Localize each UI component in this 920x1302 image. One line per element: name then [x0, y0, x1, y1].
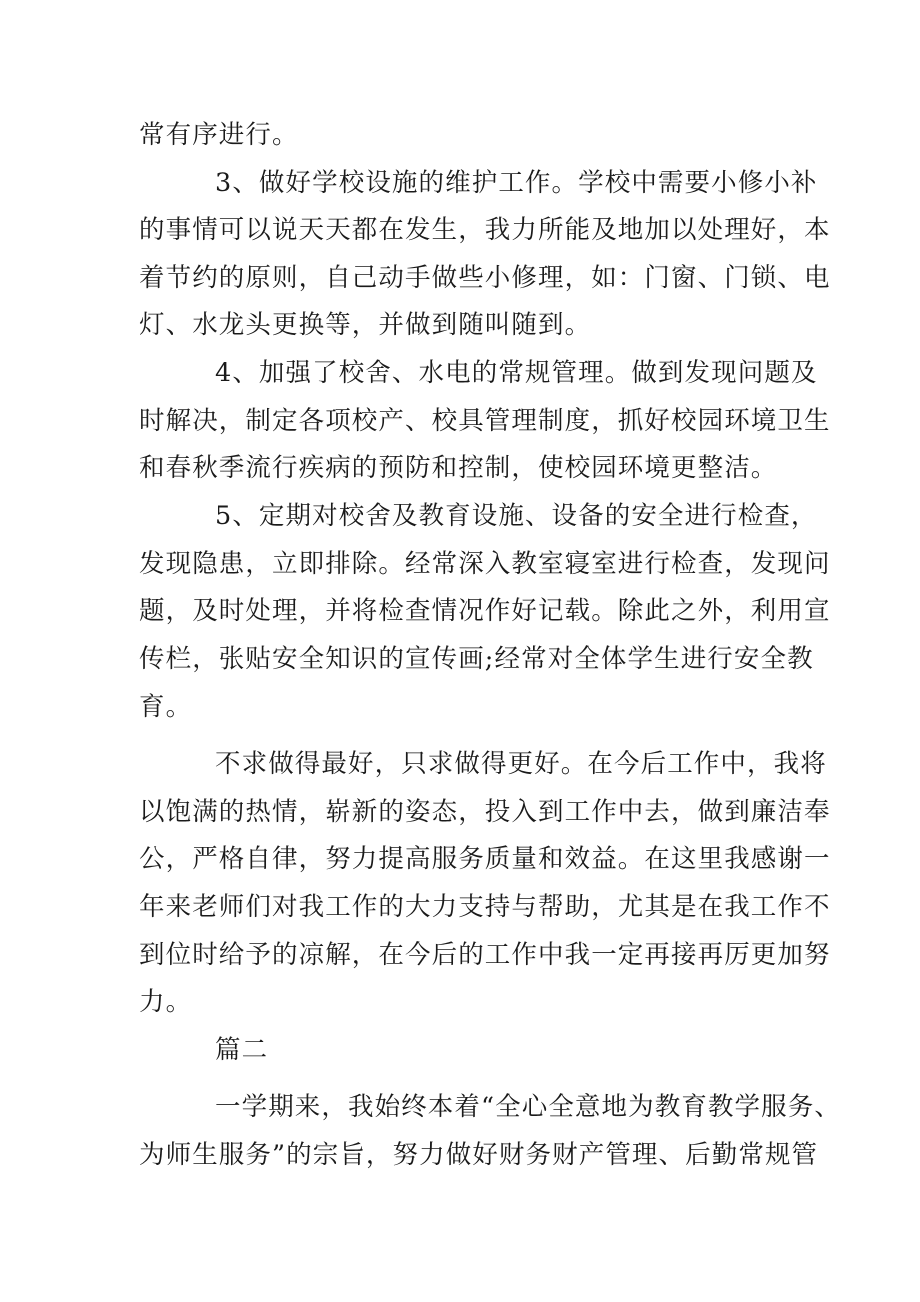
text-line: 灯、水龙头更换等，并做到随叫随到。 — [139, 310, 592, 340]
text-line: 题，及时处理，并将检查情况作好记载。除此之外，利用宣 — [139, 596, 831, 626]
text-line: 以饱满的热情，崭新的姿态，投入到工作中去，做到廉洁奉 — [139, 797, 831, 827]
text-line: 公，严格自律，努力提高服务质量和效益。在这里我感谢一 — [139, 844, 831, 874]
text-line: 年来老师们对我工作的大力支持与帮助，尤其是在我工作不 — [139, 892, 831, 922]
text-line: 的事情可以说天天都在发生，我力所能及地加以处理好，本 — [139, 215, 831, 245]
text-line: 传栏，张贴安全知识的宣传画;经常对全体学生进行安全教 — [139, 644, 814, 674]
text-line: 3、做好学校设施的维护工作。学校中需要小修小补 — [215, 168, 818, 198]
text-line: 力。 — [139, 987, 193, 1017]
text-line: 为师生服务”的宗旨，努力做好财务财产管理、后勤常规管 — [139, 1140, 819, 1170]
text-line: 不求做得最好，只求做得更好。在今后工作中，我将 — [215, 749, 827, 779]
text-line: 着节约的原则，自己动手做些小修理，如：门窗、门锁、电 — [139, 263, 831, 293]
section-heading: 篇二 — [215, 1035, 269, 1065]
text-line: 常有序进行。 — [139, 120, 299, 150]
text-line: 育。 — [139, 692, 193, 722]
text-line: 一学期来，我始终本着“全心全意地为教育教学服务、 — [215, 1092, 841, 1122]
text-line: 5、定期对校舍及教育设施、设备的安全进行检查， — [215, 501, 818, 531]
text-line: 和春秋季流行疾病的预防和控制，使校园环境更整洁。 — [139, 453, 778, 483]
text-line: 到位时给予的凉解，在今后的工作中我一定再接再厉更加努 — [139, 940, 831, 970]
text-line: 时解决，制定各项校产、校具管理制度，抓好校园环境卫生 — [139, 406, 831, 436]
text-line: 发现隐患，立即排除。经常深入教室寝室进行检查，发现问 — [139, 549, 831, 579]
text-line: 4、加强了校舍、水电的常规管理。做到发现问题及 — [215, 358, 818, 388]
